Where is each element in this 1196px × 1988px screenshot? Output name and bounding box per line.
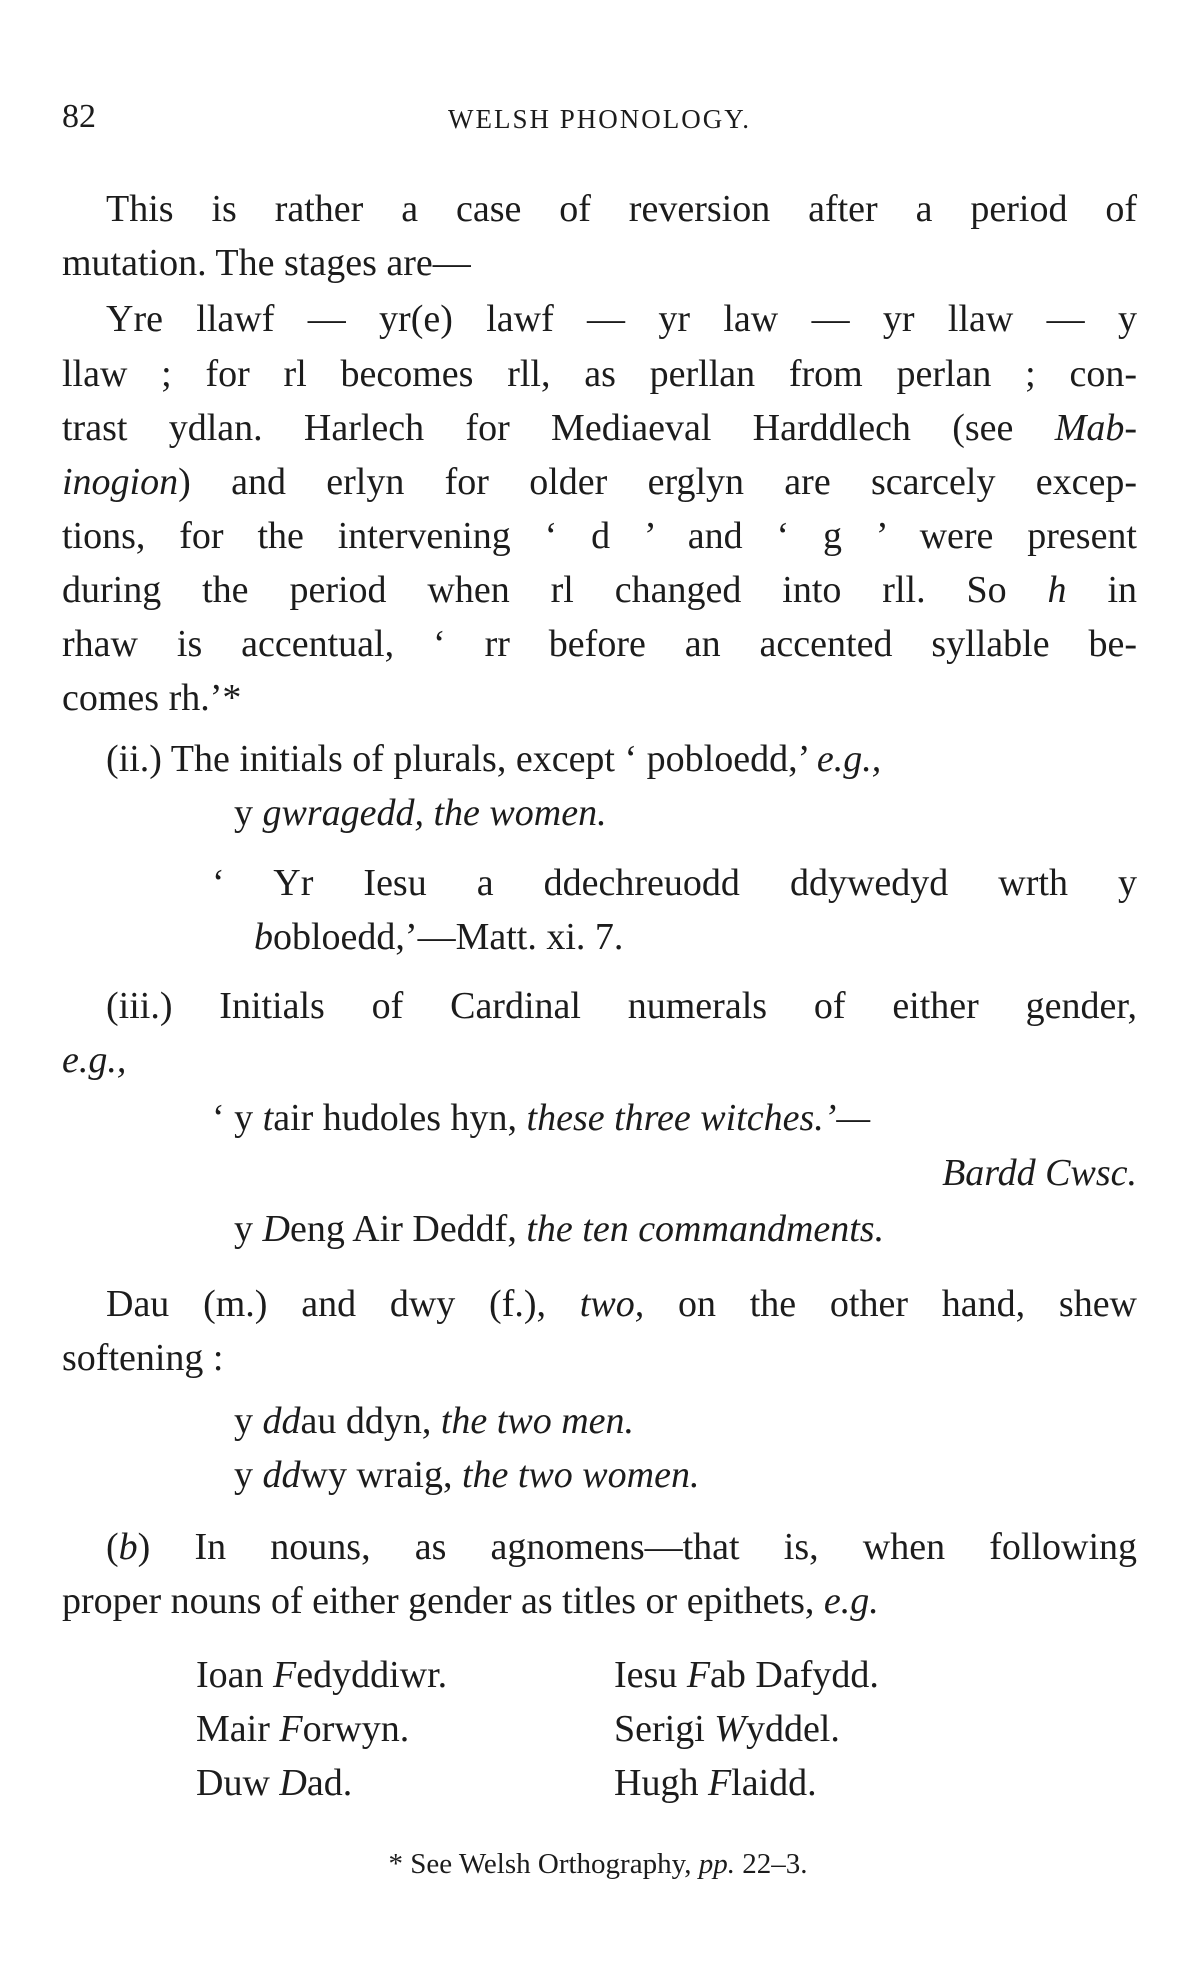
example-left-1: Ioan Fedyddiwr. [196,1654,448,1696]
page-header [62,98,1137,138]
text-line: e.g., [62,1039,127,1081]
text-line: Yre llawf — yr(e) lawf — yr law — yr llaw — y [106,298,1137,340]
text-line: y ddau ddyn, the two men. [234,1400,635,1442]
example-left-2: Mair Forwyn. [196,1708,410,1750]
text-line: proper nouns of either gender as titles or epithets, e.g. [62,1580,879,1622]
footnote: * See Welsh Orthography, pp. 22–3. [388,1848,808,1880]
text-line: This is rather a case of reversion after a period of [106,188,1137,230]
text-line: (b) In nouns, as agnomens—that is, when following [106,1526,1137,1568]
running-title: WELSH PHONOLOGY. [447,104,751,134]
example-right-1: Iesu Fab Dafydd. [614,1654,879,1696]
text-line: ‘ Yr Iesu a ddechreuodd ddywedyd wrth y [212,862,1137,904]
text-line: mutation. The stages are— [62,242,471,284]
text-line: rhaw is accentual, ‘ rr before an accented syllable be- [62,623,1137,665]
text-line: llaw ; for rl becomes rll, as perllan from perlan ; con- [62,353,1137,395]
text-line: softening : [62,1337,224,1379]
text-line: inogion) and erlyn for older erglyn are scarcely excep- [62,461,1137,503]
example-right-2: Serigi Wyddel. [614,1708,840,1750]
page-number: 82 [62,98,96,135]
text-line: (iii.) Initials of Cardinal numerals of either gender, [106,985,1137,1027]
text-line: Dau (m.) and dwy (f.), two, on the other hand, shew [106,1283,1138,1325]
text-line: Bardd Cwsc. [942,1152,1137,1194]
example-right-3: Hugh Flaidd. [614,1762,817,1804]
text-line: y Deng Air Deddf, the ten commandments. [234,1208,885,1250]
text-line: tions, for the intervening ‘ d ’ and ‘ g ’ were present [62,515,1137,557]
text-line: (ii.) The initials of plurals, except ‘ pobloedd,’ e.g., [106,738,882,780]
text-line: y gwragedd, the women. [234,792,607,834]
text-line: trast ydlan. Harlech for Mediaeval Harddlech (see Mab- [62,407,1137,449]
text-line: ‘ y tair hudoles hyn, these three witches.’— [212,1097,871,1139]
text-line: during the period when rl changed into rll. So h in [62,569,1137,611]
text-line: bobloedd,’—Matt. xi. 7. [254,916,624,958]
example-left-3: Duw Dad. [196,1762,353,1804]
text-line: y ddwy wraig, the two women. [234,1454,700,1496]
text-line: comes rh.’* [62,677,242,719]
